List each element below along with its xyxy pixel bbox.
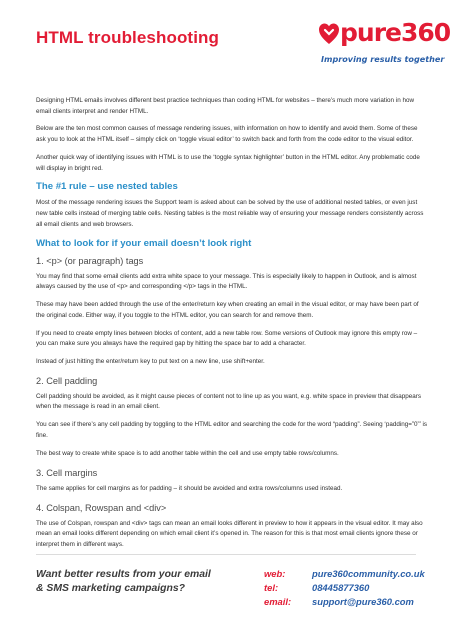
section-1-paragraph-2: These may have been added through the use of the enter/return key when creating an email in the visual editor, or may have been part of the original code. Either way, if you toggle to the HTML editor, you can search for and remove them. — [36, 301, 419, 319]
intro-paragraph-2: Below are the ten most common causes of message rendering issues, with information on how to identify and avoid them. Some of these ask you to look at the HTML itself – simply click on ‘toggle visual editor’ to switch back and forth from the code editor to the visual editor. — [36, 125, 418, 144]
section-4-paragraph-1: The use of Colspan, rowspan and <div> tags can mean an email looks different in preview to how it appears in the visual editor. It may also mean an email looks different depending on which email client it’s opened in. The reason for this is that most email clients ignore these or interpret them in different ways. — [36, 519, 423, 548]
document-body — [36, 96, 428, 558]
email-label: email: — [264, 595, 292, 607]
rule-paragraph: Most of the message rendering issues the Support team is asked about can be solved by the use of additional nested tables, or even just new table cells instead of merging table cells. Nesting tables is the most reliable way of ensuring your message renders consistently across all email clients and web browsers. — [36, 199, 424, 228]
section-1-paragraph-3: If you need to create empty lines between blocks of content, add a new table row. Some versions of Outlook may ignore this empty row – you can make sure you always have the required gap by hitting the space bar to add a character. — [36, 329, 418, 348]
footer — [0, 554, 452, 640]
section-4-heading: 4. Colspan, Rowspan and <div> — [36, 502, 167, 513]
contact-details — [264, 566, 444, 608]
section-1-paragraph-4: Instead of just hitting the enter/return key to put text on a new line, use shift+enter. — [36, 357, 265, 365]
contact-tel-row — [264, 580, 444, 594]
section-1-heading: 1. <p> (or paragraph) tags — [36, 255, 144, 266]
footer-promo-line-1: Want better results from your email — [36, 569, 211, 580]
footer-promo — [36, 568, 211, 596]
pure360-logo — [318, 16, 451, 68]
contact-email-row — [264, 594, 444, 608]
intro-paragraph-1: Designing HTML emails involves different best practice techniques than coding HTML for websites – there’s much more variation in how email clients interpret and render HTML. — [36, 97, 414, 115]
web-link[interactable]: pure360community.co.uk — [312, 567, 425, 579]
heart-logo-icon — [318, 22, 340, 46]
tel-label: tel: — [264, 581, 279, 593]
page-title: HTML troubleshooting — [36, 28, 219, 47]
section-2-paragraph-2: You can see if there’s any cell padding by toggling to the HTML editor and searching the code for the word “padding”. Seeing ‘padding=”0”’ is fine. — [36, 421, 428, 439]
logo-tagline: Improving results together — [321, 54, 445, 64]
section-3-paragraph-1: The same applies for cell margins as for padding – it should be avoided and extra rows/columns used instead. — [36, 484, 343, 492]
tel-value: 08445877360 — [312, 581, 370, 593]
footer-promo-line-2: & SMS marketing campaigns? — [36, 583, 185, 594]
web-label: web: — [264, 567, 286, 579]
section-2-paragraph-3: The best way to create white space is to add another table within the cell and use empty table rows/columns. — [36, 449, 339, 457]
intro-paragraph-3: Another quick way of identifying issues with HTML is to use the ‘toggle syntax highlighter’ button in the HTML editor. Any problematic code will display in bright red. — [36, 153, 420, 172]
section-2-paragraph-1: Cell padding should be avoided, as it might cause pieces of content not to line up as you want, e.g. white space in preview that disappears when the message is read in an email client. — [36, 392, 422, 411]
rule-heading: The #1 rule – use nested tables — [36, 181, 178, 193]
contact-web-row — [264, 566, 444, 580]
section-3-heading: 3. Cell margins — [36, 467, 98, 478]
section-2-heading: 2. Cell padding — [36, 375, 98, 386]
section-1-paragraph-1: You may find that some email clients add extra white space to your message. This is especially likely to happen in Outlook, and is almost always caused by the use of <p> and corresponding </p> tags in the HTML. — [36, 272, 417, 291]
logo-brand-text: pure360 — [340, 18, 451, 47]
look-heading: What to look for if your email doesn’t look right — [36, 237, 252, 249]
email-link[interactable]: support@pure360.com — [312, 595, 414, 607]
footer-divider — [36, 554, 416, 555]
